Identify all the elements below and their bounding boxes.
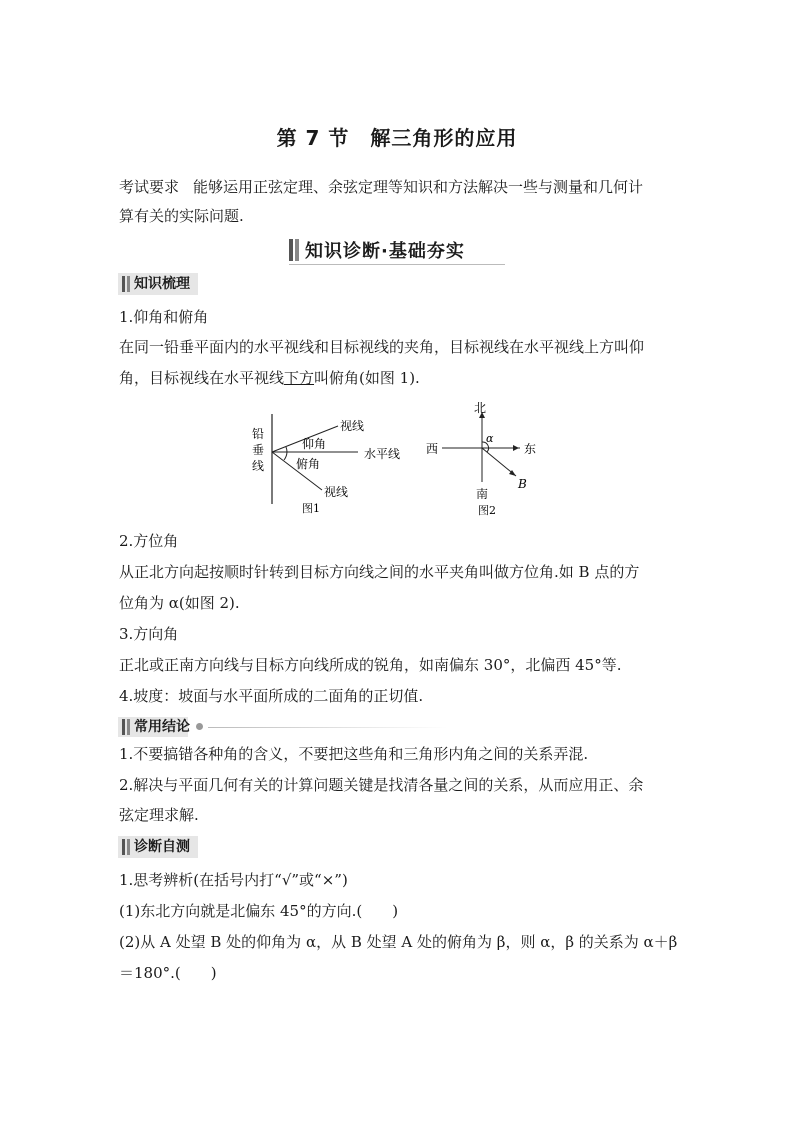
fig1-sight-bottom: 视线: [324, 485, 349, 499]
requirement-text-1: 能够运用正弦定理、余弦定理等知识和方法解决一些与测量和几何计: [193, 178, 644, 196]
fig1-vertical-3: 线: [252, 459, 265, 473]
selftest-line4: ＝180°.( ): [119, 964, 217, 982]
fig2-south: 南: [476, 487, 489, 501]
item1-underlined: 下方: [284, 369, 315, 387]
banner-text: 知识诊断·基础夯实: [305, 241, 465, 262]
fig1-horizontal: 水平线: [364, 447, 401, 461]
fig1-caption: 图1: [302, 502, 320, 515]
fig1-depression: 俯角: [296, 457, 321, 471]
figure1-diagram: [250, 412, 415, 520]
fig2-caption: 图2: [478, 504, 496, 517]
conclusion-line1: 1.不要搞错各种角的含义，不要把这些角和三角形内角之间的关系弄混.: [119, 745, 589, 763]
item4-line1: 4.坡度：坡面与水平面所成的二面角的正切值.: [119, 687, 424, 705]
requirement-text-2: 算有关的实际问题.: [119, 207, 244, 225]
section-heading-knowledge: 知识梳理: [118, 273, 198, 295]
fig2-west: 西: [426, 442, 439, 456]
item2-line1: 从正北方向起按顺时针转到目标方向线之间的水平夹角叫做方位角.如 B 点的方: [119, 563, 640, 581]
item2-title: 2.方位角: [119, 532, 179, 550]
fig1-vertical-2: 垂: [252, 443, 265, 457]
section-heading-conclusions: [118, 717, 334, 737]
item1-line2-b: 叫俯角(如图 1).: [314, 369, 420, 387]
fig1-vertical-1: 铅: [252, 427, 265, 441]
fig2-north: 北: [474, 401, 487, 415]
page-title: 第 7 节 解三角形的应用: [276, 126, 518, 150]
item3-line1: 正北或正南方向线与目标方向线所成的锐角，如南偏东 30°，北偏西 45°等.: [119, 656, 622, 674]
selftest-line2: (1)东北方向就是北偏东 45°的方向.( ): [119, 902, 399, 920]
item1-line2: [119, 364, 420, 393]
item1-line2-a: 角，目标视线在水平视线: [119, 369, 285, 387]
section-heading-self-test: 诊断自测: [118, 836, 198, 858]
item1-title: 1.仰角和俯角: [119, 308, 209, 326]
exam-requirement: [119, 173, 675, 231]
figure2-diagram: [422, 398, 542, 520]
section-banner: [289, 236, 505, 265]
selftest-line3: (2)从 A 处望 B 处的仰角为 α，从 B 处望 A 处的俯角为 β，则 α，β 的关系为 α＋β: [119, 933, 678, 951]
fig2-east: 东: [524, 442, 537, 456]
item3-title: 3.方向角: [119, 625, 179, 643]
fig2-alpha: α: [486, 432, 494, 445]
fig1-sight-top: 视线: [340, 419, 365, 433]
item1-line1: 在同一铅垂平面内的水平视线和目标视线的夹角，目标视线在水平视线上方叫仰: [119, 338, 645, 356]
fig1-elevation: 仰角: [302, 437, 327, 451]
item2-line2: 位角为 α(如图 2).: [119, 594, 240, 612]
conclusion-line2: 2.解决与平面几何有关的计算问题关键是找清各量之间的关系，从而应用正、余: [119, 776, 644, 794]
selftest-line1: 1.思考辨析(在括号内打“√”或“×”): [119, 871, 348, 889]
conclusions-heading-text: 常用结论: [134, 719, 190, 735]
conclusion-line3: 弦定理求解.: [119, 806, 199, 824]
fig2-point-b: B: [518, 477, 527, 491]
requirement-label: 考试要求: [119, 178, 180, 196]
